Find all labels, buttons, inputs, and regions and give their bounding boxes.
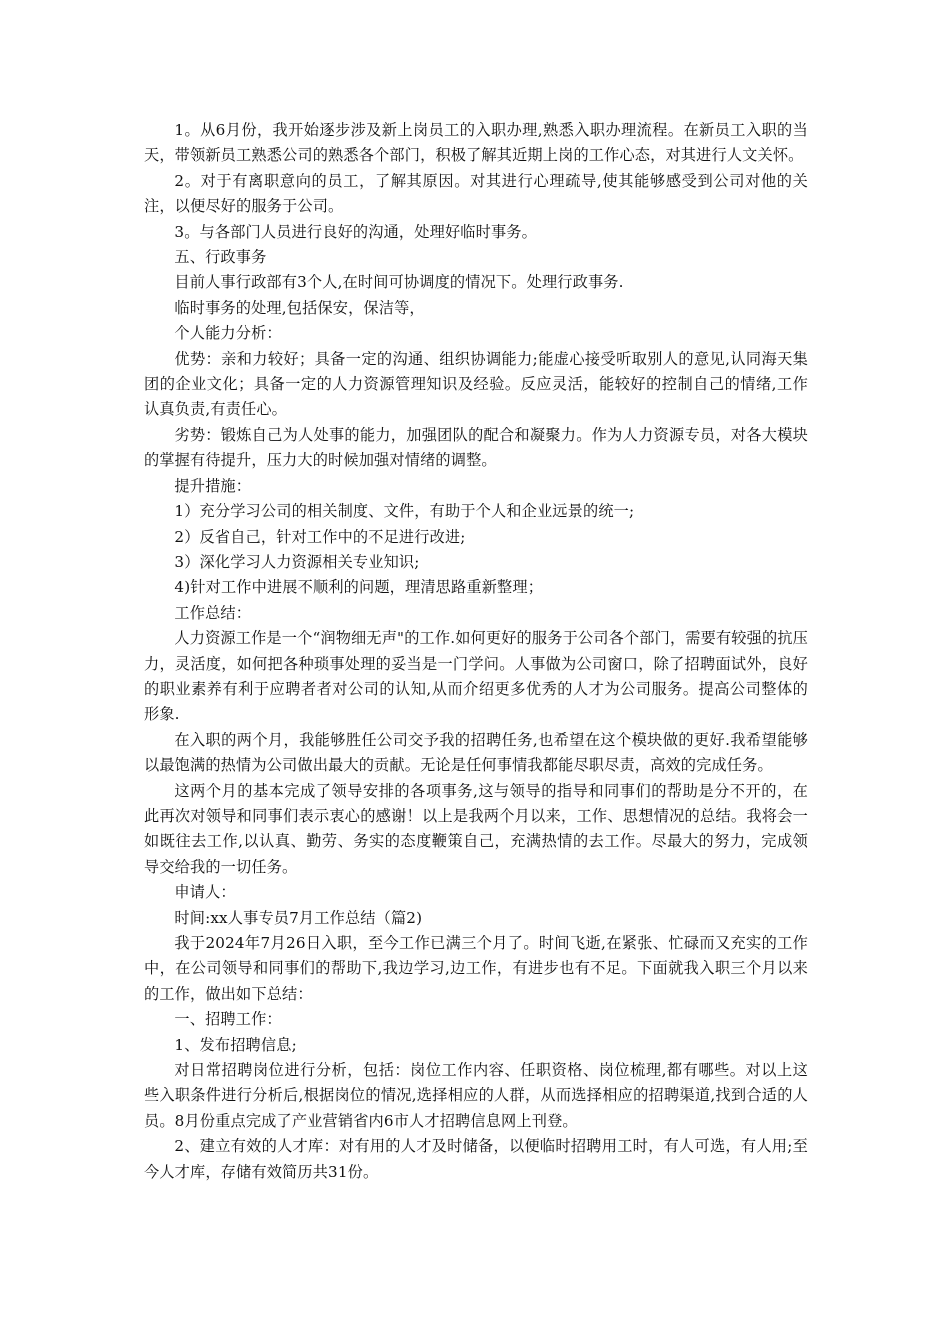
paragraph-item-2: 2。对于有离职意向的员工，了解其原因。对其进行心理疏导,使其能够感受到公司对他的关注，以便尽好的服务于公司。 [144,171,808,216]
improvement-item-2: 2）反省自己，针对工作中的不足进行改进; [174,527,466,546]
date-title-line: 时间:xx人事专员7月工作总结（篇2) [174,908,423,927]
paragraph-hr-work: 人力资源工作是一个“润物细无声"的工作.如何更好的服务于公司各个部门，需要有较强的抗压力，灵活度，如何把各种琐事处理的妥当是一门学问。人事做为公司窗口，除了招聘面试外，良好的职业素养有利于应聘者者对公司的认知,从而介绍更多优秀的人才为公司服务。提高公司整体的形象. [144,629,808,724]
paragraph-talent-pool: 2、建立有效的人才库：对有用的人才及时储备，以便临时招聘用工时，有人可选，有人用;至今人才库，存储有效简历共31份。 [144,1137,808,1181]
paragraph-two-months: 在入职的两个月，我能够胜任公司交予我的招聘任务,也希望在这个模块做的更好.我希望能够以最饱满的热情为公司做出最大的贡献。无论是任何事情我都能尽职尽责，高效的完成任务。 [144,730,808,775]
paragraph-item-3: 3。与各部门人员进行良好的沟通，处理好临时事务。 [174,222,537,241]
section-heading-admin: 五、行政事务 [174,248,267,267]
heading-post-recruitment: 1、发布招聘信息; [174,1035,297,1054]
paragraph-temp-affairs: 临时事务的处理,包括保安，保洁等， [174,298,425,317]
paragraph-strengths: 优势：亲和力较好；具备一定的沟通、组织协调能力;能虚心接受听取别人的意见,认同海天集团的企业文化；具备一定的人力资源管理知识及经验。反应灵活，能较好的控制自己的情绪,工作认真负责,有责任心。 [144,349,808,419]
improvement-item-1: 1）充分学习公司的相关制度、文件，有助于个人和企业远景的统一; [174,502,635,521]
heading-improvement: 提升措施： [174,476,252,495]
paragraph-item-1: 1。从6月份，我开始逐步涉及新上岗员工的入职办理,熟悉入职办理流程。在新员工入职的当天，带领新员工熟悉公司的熟悉各个部门，积极了解其近期上岗的工作心态，对其进行人文关怀。 [144,121,808,165]
paragraph-recruitment-analysis: 对日常招聘岗位进行分析，包括：岗位工作内容、任职资格、岗位梳理,都有哪些。对以上这些入职条件进行分析后,根据岗位的情况,选择相应的人群，从而选择相应的招聘渠道,找到合适的人员。8月份重点完成了产业营销省内6市人才招聘信息网上刊登。 [144,1061,808,1130]
improvement-item-3: 3）深化学习人力资源相关专业知识; [174,552,420,571]
paragraph-intro-part-2: 我于2024年7月26日入职，至今工作已满三个月了。时间飞逝,在紧张、忙碌而又充实的工作中，在公司领导和同事们的帮助下,我边学习,边工作，有进步也有不足。下面就我入职三个月以来的工作，做出如下总结： [144,934,808,1003]
heading-work-summary: 工作总结： [174,603,252,622]
paragraph-admin-staff: 目前人事行政部有3个人,在时间可协调度的情况下。处理行政事务. [174,273,624,292]
paragraph-weaknesses: 劣势：锻炼自己为人处事的能力，加强团队的配合和凝聚力。作为人力资源专员，对各大模块的掌握有待提升，压力大的时候加强对情绪的调整。 [144,425,808,470]
improvement-item-4: 4)针对工作中进展不顺利的问题，理清思路重新整理； [174,578,544,597]
document-body [144,118,808,1185]
heading-recruitment: 一、招聘工作： [174,1010,282,1029]
applicant-line: 申请人： [174,883,236,902]
heading-ability-analysis: 个人能力分析： [174,324,282,343]
paragraph-thanks: 这两个月的基本完成了领导安排的各项事务,这与领导的指导和同事们的帮助是分不开的，在此再次对领导和同事们表示衷心的感谢！以上是我两个月以来，工作、思想情况的总结。我将会一如既往去工作,以认真、勤劳、务实的态度鞭策自己，充满热情的去工作。尽最大的努力，完成领导交给我的一切任务。 [144,781,808,876]
